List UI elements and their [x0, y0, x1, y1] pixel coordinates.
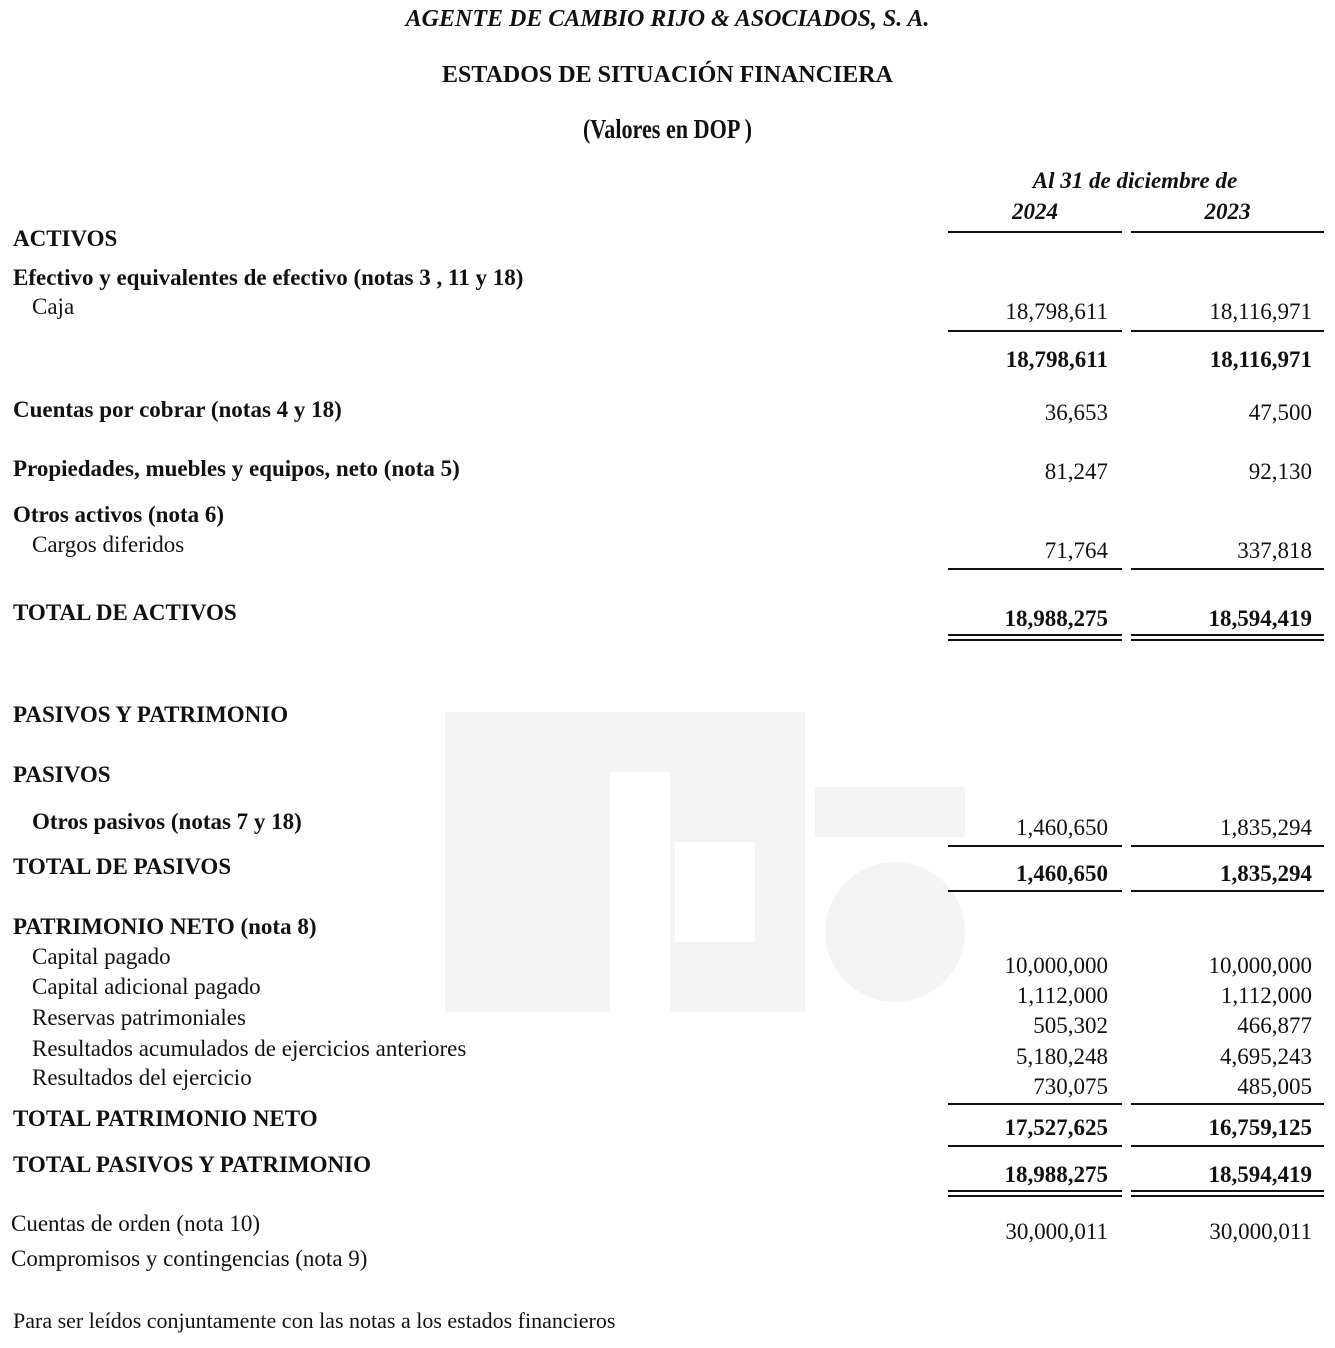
pasivos-patrimonio-heading: PASIVOS Y PATRIMONIO — [13, 702, 289, 727]
total-patrimonio-label: TOTAL PATRIMONIO NETO — [13, 1106, 318, 1131]
cuentas-cobrar-2024: 36,653 — [1044, 400, 1108, 425]
rule-otros-activos-2023 — [1131, 568, 1324, 570]
double-rule-pasivos-2023 — [1131, 1190, 1324, 1197]
efectivo-label: Efectivo y equivalentes de efectivo (notas 3 , 11 y 18) — [13, 265, 524, 290]
propiedades-2024: 81,247 — [1044, 459, 1108, 484]
total-pasivos-2024: 1,460,650 — [1016, 861, 1108, 886]
patrimonio-heading: PATRIMONIO NETO (nota 8) — [13, 914, 317, 939]
header-rule-2023 — [1131, 231, 1324, 233]
caja-label: Caja — [32, 294, 75, 319]
currency-note: (Valores en DOP ) — [582, 114, 753, 144]
footer-note: Para ser leídos conjuntamente con las notas a los estados financieros — [13, 1308, 616, 1333]
cuentas-cobrar-label: Cuentas por cobrar (notas 4 y 18) — [13, 397, 342, 422]
rule-total-patrimonio-2023 — [1131, 1145, 1324, 1147]
rule-total-patrimonio-2024 — [948, 1145, 1122, 1147]
reservas-2023: 466,877 — [1237, 1013, 1312, 1038]
rule-patrimonio-2024 — [948, 1103, 1122, 1105]
header-rule-2024 — [948, 231, 1122, 233]
resultados-ejercicio-2023: 485,005 — [1237, 1074, 1312, 1099]
propiedades-2023: 92,130 — [1248, 459, 1312, 484]
year-2023-header: 2023 — [1204, 199, 1251, 224]
year-2024-header: 2024 — [1012, 199, 1058, 224]
reservas-label: Reservas patrimoniales — [32, 1005, 246, 1030]
statement-title: ESTADOS DE SITUACIÓN FINANCIERA — [442, 62, 893, 88]
rule-total-pasivos-2024 — [948, 890, 1122, 892]
propiedades-label: Propiedades, muebles y equipos, neto (nota 5) — [13, 456, 460, 481]
otros-pasivos-2024: 1,460,650 — [1016, 815, 1108, 840]
total-activos-label: TOTAL DE ACTIVOS — [13, 600, 237, 625]
rule-total-pasivos-2023 — [1131, 890, 1324, 892]
cargos-diferidos-2024: 71,764 — [1044, 538, 1108, 563]
period-label: Al 31 de diciembre de — [1032, 168, 1238, 193]
compromisos-label: Compromisos y contingencias (nota 9) — [11, 1246, 368, 1271]
rule-otros-activos-2024 — [948, 568, 1122, 570]
cuentas-cobrar-2023: 47,500 — [1248, 400, 1312, 425]
double-rule-pasivos-2024 — [948, 1190, 1122, 1197]
rule-otros-pasivos-2024 — [948, 845, 1122, 847]
rule-patrimonio-2023 — [1131, 1103, 1324, 1105]
cuentas-orden-2023: 30,000,011 — [1209, 1219, 1312, 1244]
cuentas-orden-label: Cuentas de orden (nota 10) — [11, 1211, 261, 1236]
total-patrimonio-2024: 17,527,625 — [1004, 1115, 1108, 1140]
otros-pasivos-label: Otros pasivos (notas 7 y 18) — [32, 809, 302, 834]
otros-pasivos-2023: 1,835,294 — [1220, 815, 1312, 840]
capital-pagado-label: Capital pagado — [32, 944, 171, 969]
efectivo-subtotal-2024: 18,798,611 — [1005, 347, 1108, 372]
capital-adicional-2024: 1,112,000 — [1016, 983, 1108, 1008]
resultados-acumulados-2023: 4,695,243 — [1220, 1044, 1312, 1069]
total-pasivos-patrimonio-label: TOTAL PASIVOS Y PATRIMONIO — [13, 1152, 372, 1177]
caja-2023: 18,116,971 — [1209, 299, 1312, 324]
company-name: AGENTE DE CAMBIO RIJO & ASOCIADOS, S. A. — [405, 6, 930, 32]
total-activos-2024: 18,988,275 — [1004, 606, 1108, 631]
rule-caja-2024 — [948, 330, 1122, 332]
resultados-acumulados-2024: 5,180,248 — [1016, 1044, 1108, 1069]
activos-heading: ACTIVOS — [13, 226, 118, 251]
capital-pagado-2023: 10,000,000 — [1208, 953, 1312, 978]
rule-otros-pasivos-2023 — [1131, 845, 1324, 847]
resultados-acumulados-label: Resultados acumulados de ejercicios anteriores — [32, 1036, 467, 1061]
total-patrimonio-2023: 16,759,125 — [1208, 1115, 1312, 1140]
pasivos-heading: PASIVOS — [13, 762, 111, 787]
double-rule-activos-2024 — [948, 634, 1122, 641]
total-pasivos-patrimonio-2023: 18,594,419 — [1208, 1162, 1312, 1187]
otros-activos-label: Otros activos (nota 6) — [13, 502, 225, 527]
capital-adicional-2023: 1,112,000 — [1220, 983, 1312, 1008]
reservas-2024: 505,302 — [1033, 1013, 1108, 1038]
total-pasivos-2023: 1,835,294 — [1220, 861, 1312, 886]
total-activos-2023: 18,594,419 — [1208, 606, 1312, 631]
cargos-diferidos-2023: 337,818 — [1237, 538, 1312, 563]
capital-pagado-2024: 10,000,000 — [1004, 953, 1108, 978]
watermark-logo — [445, 712, 1025, 1012]
resultados-ejercicio-2024: 730,075 — [1033, 1074, 1108, 1099]
double-rule-activos-2023 — [1131, 634, 1324, 641]
caja-2024: 18,798,611 — [1005, 299, 1108, 324]
capital-adicional-label: Capital adicional pagado — [32, 974, 261, 999]
rule-caja-2023 — [1131, 330, 1324, 332]
cuentas-orden-2024: 30,000,011 — [1005, 1219, 1108, 1244]
cargos-diferidos-label: Cargos diferidos — [32, 532, 185, 557]
total-pasivos-patrimonio-2024: 18,988,275 — [1004, 1162, 1108, 1187]
total-pasivos-label: TOTAL DE PASIVOS — [13, 854, 232, 879]
resultados-ejercicio-label: Resultados del ejercicio — [32, 1065, 252, 1090]
efectivo-subtotal-2023: 18,116,971 — [1209, 347, 1312, 372]
